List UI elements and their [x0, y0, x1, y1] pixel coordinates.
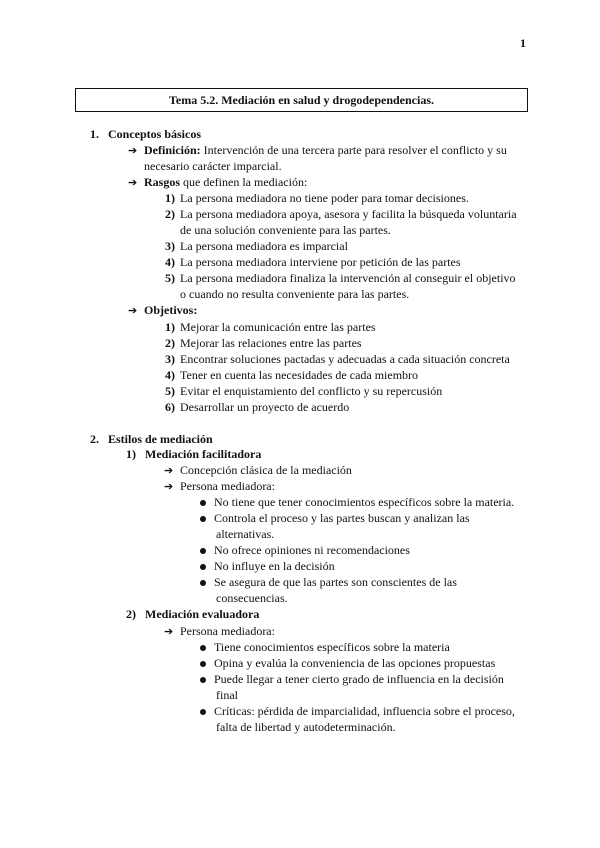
rasgos-text: que definen la mediación:	[183, 175, 308, 189]
list-item	[155, 384, 442, 399]
bullet-item-cont: consecuencias.	[216, 591, 288, 605]
bullet-item	[200, 575, 457, 590]
bullet-dot-icon	[200, 564, 206, 570]
item-text: La persona mediadora es imparcial	[180, 239, 348, 253]
item-text: La persona mediadora finaliza la intervención al conseguir el objetivo	[180, 271, 516, 285]
list-item	[155, 255, 461, 270]
bullet-dot-icon	[200, 500, 206, 506]
bullet-item	[200, 495, 514, 510]
bullet-dot-icon	[200, 548, 206, 554]
item-text: Mejorar las relaciones entre las partes	[180, 336, 362, 350]
bullet-text: No tiene que tener conocimientos específicos sobre la materia.	[214, 495, 515, 509]
item-number: 3)	[165, 352, 175, 366]
item-text: La persona mediadora interviene por petición de las partes	[180, 255, 461, 269]
item-number: 2)	[126, 607, 136, 621]
facilitadora-title: Mediación facilitadora	[145, 447, 262, 461]
bullet-item	[200, 511, 470, 526]
bullet-text: No influye en la decisión	[214, 559, 335, 573]
bullet-dot-icon	[200, 661, 206, 667]
arrow-icon: ➔	[128, 305, 138, 317]
arrow-text: Persona mediadora:	[180, 624, 275, 638]
item-text: La persona mediadora no tiene poder para tomar decisiones.	[180, 191, 469, 205]
bullet-dot-icon	[200, 677, 206, 683]
list-item-cont: de una solución conveniente para las partes.	[180, 223, 391, 237]
item-text: Evitar el enquistamiento del conflicto y su repercusión	[180, 384, 443, 398]
item-number: 3)	[165, 239, 175, 253]
section-1-heading	[90, 127, 201, 142]
page-number: 1	[520, 36, 526, 50]
item-text: Desarrollar un proyecto de acuerdo	[180, 400, 350, 414]
item-number: 5)	[165, 271, 175, 285]
list-item	[155, 271, 516, 286]
bullet-text: Puede llegar a tener cierto grado de influencia en la decisión	[214, 672, 504, 686]
arrow-text: Persona mediadora:	[180, 479, 275, 493]
evaluadora-heading	[126, 607, 259, 622]
bullet-dot-icon	[200, 580, 206, 586]
bullet-text: No ofrece opiniones ni recomendaciones	[214, 543, 410, 557]
bullet-text: Críticas: pérdida de imparcialidad, influencia sobre el proceso,	[214, 704, 515, 718]
facilitadora-arrow-2	[164, 479, 275, 495]
definicion-text: Intervención de una tercera parte para resolver el conflicto y su	[203, 143, 507, 157]
bullet-item-cont: alternativas.	[216, 527, 275, 541]
bullet-item	[200, 543, 410, 558]
definicion-item	[128, 143, 507, 159]
definicion-label: Definición:	[144, 143, 201, 157]
bullet-item	[200, 656, 495, 671]
item-text: Tener en cuenta las necesidades de cada miembro	[180, 368, 419, 382]
rasgos-item	[128, 175, 307, 191]
arrow-icon: ➔	[128, 177, 138, 189]
list-item	[155, 352, 510, 367]
bullet-dot-icon	[200, 709, 206, 715]
list-item	[155, 239, 348, 254]
facilitadora-arrow-1	[164, 463, 352, 479]
item-number: 4)	[165, 255, 175, 269]
bullet-text: Tiene conocimientos específicos sobre la materia	[214, 640, 450, 654]
section-title: Conceptos básicos	[108, 127, 202, 141]
definicion-text-cont: necesario carácter imparcial.	[144, 159, 282, 173]
section-title: Estilos de mediación	[108, 432, 213, 446]
item-number: 4)	[165, 368, 175, 382]
item-number: 5)	[165, 384, 175, 398]
bullet-item	[200, 559, 335, 574]
bullet-text: Se asegura de que las partes son conscientes de las	[214, 575, 457, 589]
list-item	[155, 368, 418, 383]
list-item	[155, 336, 362, 351]
arrow-icon: ➔	[164, 481, 174, 493]
bullet-dot-icon	[200, 645, 206, 651]
item-number: 2)	[165, 207, 175, 221]
bullet-item-cont: falta de libertad y autodeterminación.	[216, 720, 396, 734]
item-number: 1)	[126, 447, 136, 461]
rasgos-label: Rasgos	[144, 175, 181, 189]
list-item	[155, 400, 349, 415]
arrow-text: Concepción clásica de la mediación	[180, 463, 352, 477]
list-item	[155, 191, 469, 206]
bullet-text: Opina y evalúa la conveniencia de las opciones propuestas	[214, 656, 496, 670]
item-number: 1)	[165, 191, 175, 205]
facilitadora-heading	[126, 447, 261, 462]
arrow-icon: ➔	[164, 626, 174, 638]
section-number: 2.	[90, 432, 99, 446]
bullet-item	[200, 704, 515, 719]
list-item-cont: o cuando no resulta conveniente para las partes.	[180, 287, 410, 301]
arrow-icon: ➔	[164, 465, 174, 477]
item-number: 1)	[165, 320, 175, 334]
bullet-item	[200, 640, 450, 655]
bullet-dot-icon	[200, 516, 206, 522]
bullet-text: Controla el proceso y las partes buscan y analizan las	[214, 511, 470, 525]
title-box	[75, 88, 528, 112]
section-2-heading	[90, 432, 213, 447]
evaluadora-arrow-1	[164, 624, 275, 640]
item-number: 6)	[165, 400, 175, 414]
item-text: La persona mediadora apoya, asesora y facilita la búsqueda voluntaria	[180, 207, 517, 221]
item-text: Mejorar la comunicación entre las partes	[180, 320, 376, 334]
list-item	[155, 320, 376, 335]
item-text: Encontrar soluciones pactadas y adecuadas a cada situación concreta	[180, 352, 510, 366]
list-item	[155, 207, 517, 222]
objetivos-label: Objetivos:	[144, 303, 198, 317]
bullet-item-cont: final	[216, 688, 238, 702]
evaluadora-title: Mediación evaluadora	[145, 607, 260, 621]
section-number: 1.	[90, 127, 99, 141]
objetivos-item	[128, 303, 197, 319]
item-number: 2)	[165, 336, 175, 350]
page-title: Tema 5.2. Mediación en salud y drogodependencias.	[168, 92, 435, 107]
bullet-item	[200, 672, 504, 687]
arrow-icon: ➔	[128, 145, 138, 157]
